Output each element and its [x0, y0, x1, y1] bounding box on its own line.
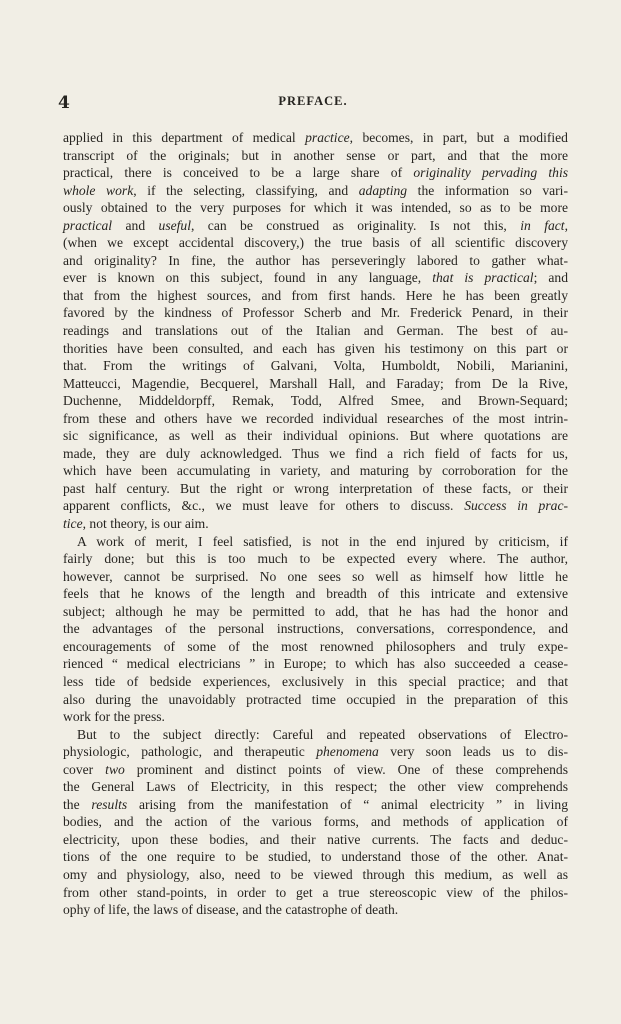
text-line: from other stand-points, in order to get a true stereoscopic view of the philos-	[63, 884, 568, 900]
text-line: ever is known on this subject, found in any language, that is practical; and	[63, 270, 568, 286]
text-line: rienced “ medical electricians ” in Europe; to which has also succeeded a cease-	[63, 656, 568, 672]
paragraph-2	[63, 533, 568, 726]
text-line: transcript of the originals; but in another sense or part, and that the more	[63, 147, 568, 163]
text-line: the General Laws of Electricity, in this respect; the other view comprehends	[63, 779, 568, 795]
text-line: less tide of bedside experiences, exclusively in this special practice; and that	[63, 673, 568, 689]
text-line: (when we except accidental discovery,) the true basis of all scientific discovery	[63, 235, 568, 251]
text-line: fairly done; but this is too much to be expected every where. The author,	[63, 551, 568, 567]
text-line: thorities have been consulted, and each has given his testimony on this part or	[63, 340, 568, 356]
text-line: cover two prominent and distinct points of view. One of these comprehends	[63, 761, 568, 777]
page-header	[58, 93, 568, 111]
text-line: physiologic, pathologic, and therapeutic phenomena very soon leads us to dis-	[63, 744, 569, 760]
text-line: from these and others have we recorded individual researches of the most intrin-	[63, 410, 568, 426]
text-line: A work of merit, I feel satisfied, is not in the end injured by criticism, if	[77, 533, 568, 549]
text-line: that. From the writings of Galvani, Volta, Humboldt, Nobili, Marianini,	[63, 358, 568, 374]
text-line: also during the unavoidably protracted time occupied in the preparation of this	[63, 691, 568, 707]
text-line: readings and translations out of the Italian and German. The best of au-	[63, 323, 568, 339]
page-number: 4	[58, 93, 70, 113]
text-line: feels that he knows of the length and breadth of this intricate and extensive	[63, 586, 568, 602]
text-line: Matteucci, Magendie, Becquerel, Marshall Hall, and Faraday; from De la Rive,	[63, 375, 568, 391]
text-line: that from the highest sources, and from first hands. Here he has been greatly	[63, 287, 568, 303]
text-line: favored by the kindness of Professor Scherb and Mr. Frederick Penard, in their	[63, 305, 568, 321]
text-line: however, cannot be surprised. No one sees so well as himself how little he	[63, 568, 568, 584]
text-line: encouragements of some of the most renowned philosophers and truly expe-	[63, 638, 568, 654]
text-line: apparent conflicts, &c., we must leave for others to discuss. Success in prac-	[63, 498, 568, 514]
text-line: ophy of life, the laws of disease, and the catastrophe of death.	[63, 902, 399, 918]
text-line: tice, not theory, is our aim.	[63, 516, 209, 532]
text-line: Duchenne, Middeldorpff, Remak, Todd, Alfred Smee, and Brown-Sequard;	[63, 393, 568, 409]
text-line: which have been accumulating in variety, and maturing by corroboration for the	[63, 463, 568, 479]
text-line: the advantages of the personal instructions, conversations, correspondence, and	[63, 621, 568, 637]
body-text	[63, 129, 568, 919]
text-line: and originality? In fine, the author has perseveringly labored to gather what-	[63, 252, 568, 268]
text-line: made, they are duly acknowledged. Thus we find a rich field of facts for us,	[63, 445, 568, 461]
text-line: applied in this department of medical practice, becomes, in part, but a modified	[63, 130, 568, 145]
text-line: omy and physiology, also, need to be viewed through this medium, as well as	[63, 866, 568, 882]
text-line: work for the press.	[63, 709, 165, 725]
text-line: past half century. But the right or wrong interpretation of these facts, or their	[63, 480, 568, 496]
paragraph-3	[63, 726, 568, 919]
text-line: whole work, if the selecting, classifying, and adapting the information so vari-	[63, 182, 568, 198]
running-head: PREFACE.	[278, 94, 348, 108]
text-line: bodies, and the action of the various forms, and methods of application of	[63, 814, 568, 830]
text-line: practical, there is conceived to be a large share of originality pervading this	[63, 165, 569, 181]
text-line: practical and useful, can be construed as originality. Is not this, in fact,	[63, 217, 568, 233]
text-line: the results arising from the manifestation of “ animal electricity ” in living	[63, 796, 569, 812]
text-line: subject; although he may be permitted to add, that he has had the honor and	[63, 603, 568, 619]
text-line: tions of the one require to be studied, to understand those of the other. Anat-	[63, 849, 568, 865]
paragraph-1	[63, 129, 568, 533]
text-line: sic significance, as well as their individual opinions. But where quotations are	[63, 428, 568, 444]
text-line: ously obtained to the very purposes for which it was intended, so as to be more	[63, 200, 568, 216]
text-line: electricity, upon these bodies, and their native currents. The facts and deduc-	[63, 831, 568, 847]
text-line: But to the subject directly: Careful and repeated observations of Electro-	[77, 726, 568, 742]
